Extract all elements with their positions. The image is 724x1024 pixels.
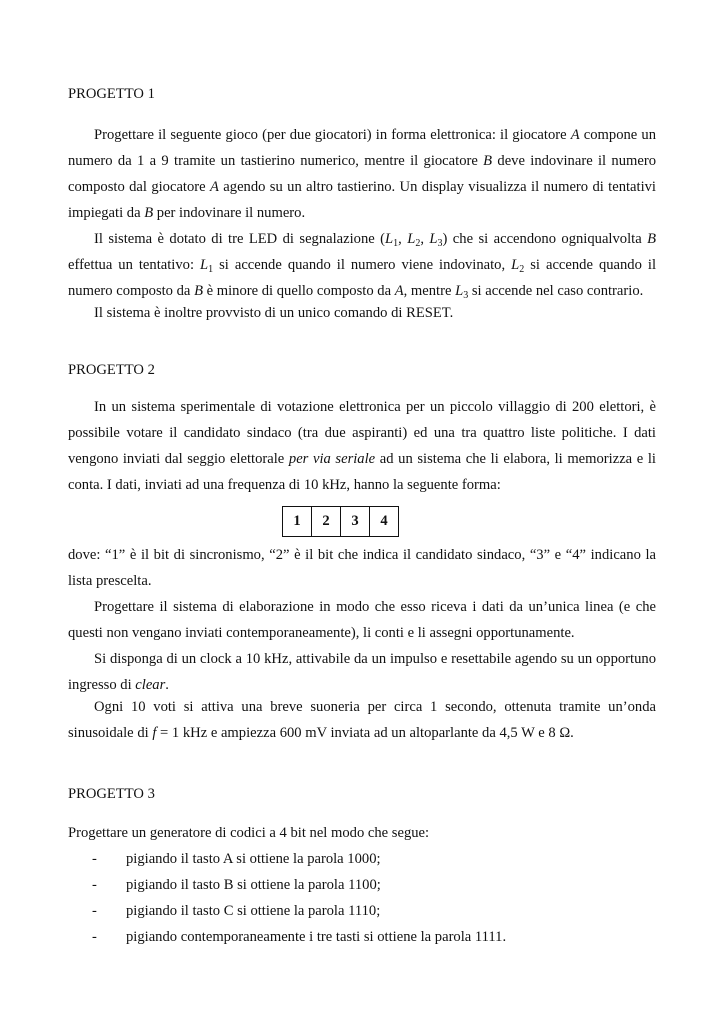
project-1-paragraph-1: Progettare il seguente gioco (per due giocatori) in forma elettronica: il giocatore A compone un numero da 1 a 9 tramite un tastierino numerico, mentre il giocatore B deve indovinare il numero composto dal giocatore A agendo su un altro tastierino. Un display visualizza il numero di tentativi impiegati da B per indovinare il numero. bbox=[68, 127, 656, 221]
serial-frame-table bbox=[282, 506, 399, 537]
list-item-text: pigiando contemporaneamente i tre tasti si ottiene la parola 1111. bbox=[126, 929, 507, 945]
frame-bit-cell: 2 bbox=[312, 507, 341, 537]
bullet-dash: - bbox=[92, 929, 97, 945]
project-2-paragraph-3: Progettare il sistema di elaborazione in modo che esso riceva i dati da un’unica linea (e che questi non vengano inviati contemporaneamente), li conti e li assegni opportunamente. bbox=[68, 599, 656, 641]
project-3-heading: PROGETTO 3 bbox=[68, 786, 155, 802]
project-2-paragraph-1: In un sistema sperimentale di votazione elettronica per un piccolo villaggio di 200 elettori, è possibile votare il candidato sindaco (tra due aspiranti) ed una tra quattro liste politiche. I dati vengono inviati dal seggio elettorale per via seriale ad un sistema che li elabora, li memorizza e li conta. I dati, inviati ad una frequenza di 10 kHz, hanno la seguente forma: bbox=[68, 399, 656, 493]
project-2-paragraph-4: Si disponga di un clock a 10 kHz, attivabile da un impulso e resettabile agendo su un opportuno ingresso di clear. bbox=[68, 651, 656, 693]
list-item-text: pigiando il tasto A si ottiene la parola 1000; bbox=[126, 851, 381, 867]
project-2-paragraph-5: Ogni 10 voti si attiva una breve suoneria per circa 1 secondo, ottenuta tramite un’onda sinusoidale di f = 1 kHz e ampiezza 600 mV inviata ad un altoparlante da 4,5 W e 8 Ω. bbox=[68, 699, 656, 741]
list-item-text: pigiando il tasto B si ottiene la parola 1100; bbox=[126, 877, 381, 893]
project-1-paragraph-2: Il sistema è dotato di tre LED di segnalazione ($L_1$, $L_2$, $L_3$) che si accendono ogniqualvolta B effettua un tentativo: $L_1$ si accende quando il numero viene indovinato, $L_2$ si accende quando il numero composto da B è minore di quello composto da A, mentre $L_3$ si accende nel caso contrario. bbox=[68, 231, 657, 301]
bullet-dash: - bbox=[92, 877, 97, 893]
list-item-text: pigiando il tasto C si ottiene la parola 1110; bbox=[126, 903, 381, 919]
frame-bit-cell: 1 bbox=[283, 507, 312, 537]
project-2-paragraph-2: dove: “1” è il bit di sincronismo, “2” è il bit che indica il candidato sindaco, “3” e “4” indicano la lista prescelta. bbox=[68, 547, 656, 589]
list-item bbox=[68, 872, 656, 898]
project-2-heading: PROGETTO 2 bbox=[68, 362, 155, 378]
project-1-heading: PROGETTO 1 bbox=[68, 86, 155, 102]
project-3-bullet-list bbox=[68, 846, 656, 950]
project-3-intro: Progettare un generatore di codici a 4 bit nel modo che segue: bbox=[68, 825, 430, 841]
bullet-dash: - bbox=[92, 851, 97, 867]
list-item bbox=[68, 898, 656, 924]
frame-bit-cell: 4 bbox=[370, 507, 399, 537]
list-item bbox=[68, 846, 656, 872]
bullet-dash: - bbox=[92, 903, 97, 919]
list-item bbox=[68, 924, 656, 950]
project-1-paragraph-3: Il sistema è inoltre provvisto di un unico comando di RESET. bbox=[94, 305, 454, 321]
frame-bit-cell: 3 bbox=[341, 507, 370, 537]
